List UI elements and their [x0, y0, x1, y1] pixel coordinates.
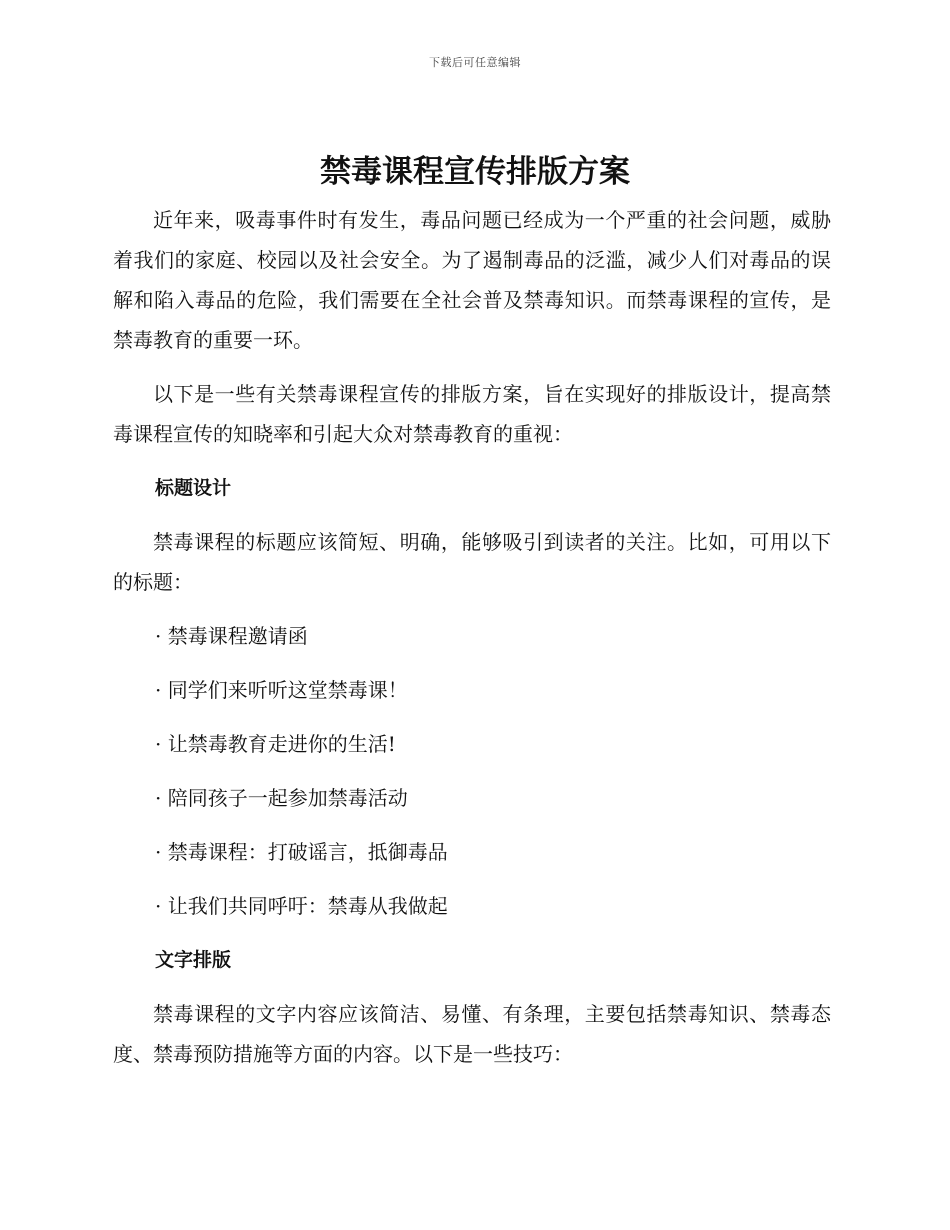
list-item: · 禁毒课程邀请函 [155, 624, 308, 648]
list-item: · 禁毒课程：打破谣言，抵御毒品 [155, 840, 448, 864]
header-note: 下载后可任意编辑 [429, 56, 521, 69]
section-heading-text-layout: 文字排版 [155, 949, 232, 971]
document-body [113, 200, 831, 1088]
intro-paragraph-1: 近年来，吸毒事件时有发生，毒品问题已经成为一个严重的社会问题，威胁着我们的家庭、校园以及社会安全。为了遏制毒品的泛滥，减少人们对毒品的误解和陷入毒品的危险，我们需要在全社会普及禁毒知识。而禁毒课程的宣传，是禁毒教育的重要一环。 [113, 208, 831, 352]
list-item: · 陪同孩子一起参加禁毒活动 [155, 786, 408, 810]
document-title: 禁毒课程宣传排版方案 [320, 154, 630, 190]
list-item: · 让我们共同呼吁：禁毒从我做起 [155, 894, 448, 918]
section-heading-title-design: 标题设计 [155, 477, 232, 499]
section-paragraph-text-layout: 禁毒课程的文字内容应该简洁、易懂、有条理，主要包括禁毒知识、禁毒态度、禁毒预防措施等方面的内容。以下是一些技巧： [113, 1002, 831, 1066]
intro-paragraph-2: 以下是一些有关禁毒课程宣传的排版方案，旨在实现好的排版设计，提高禁毒课程宣传的知晓率和引起大众对禁毒教育的重视： [113, 382, 831, 446]
list-item: · 同学们来听听这堂禁毒课！ [155, 678, 408, 702]
title-examples-list [113, 616, 831, 926]
list-item: · 让禁毒教育走进你的生活! [155, 732, 396, 756]
section-paragraph-title-design: 禁毒课程的标题应该简短、明确，能够吸引到读者的关注。比如，可用以下的标题： [113, 530, 831, 594]
